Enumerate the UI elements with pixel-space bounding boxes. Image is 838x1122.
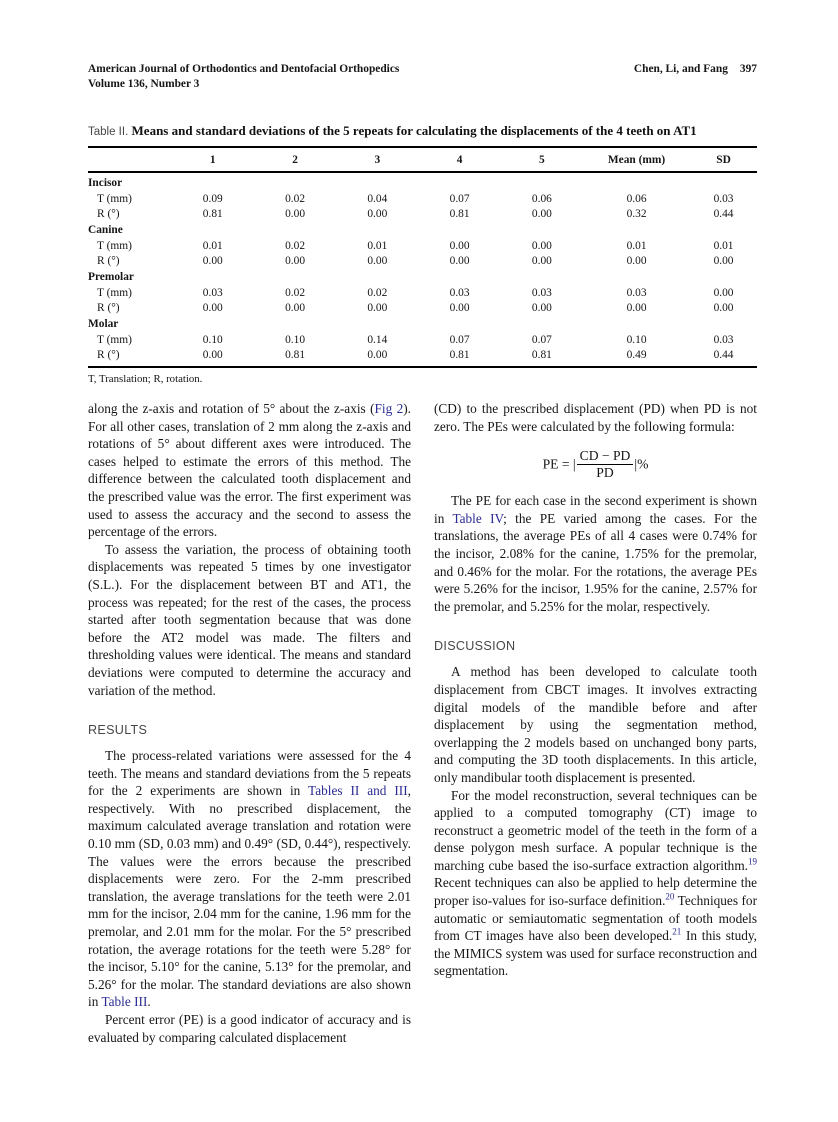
body-paragraph: [434, 400, 757, 435]
reference-citation-link[interactable]: 20: [665, 891, 675, 902]
cross-reference-link[interactable]: Table IV: [452, 510, 504, 526]
table-row-label: R (°): [97, 255, 120, 268]
formula-close-bar: |: [634, 456, 638, 472]
table-footnote: T, Translation; R, rotation.: [88, 373, 203, 386]
text-run: The PE for each case in the second experiment is shown in: [434, 493, 757, 526]
table-group-name: Premolar: [88, 271, 134, 284]
table-cell: 0.00: [531, 239, 552, 252]
table-row: [88, 238, 757, 253]
table-row: [88, 285, 757, 300]
table-cell: 0.01: [367, 239, 388, 252]
text-run: ). For all other cases, translation of 2 mm along the z-axis and rotations of 5° about different axes were introduced. The cases helped to estimate the errors of this method. The difference between the calculated tooth displacement and the prescribed value was the error. The first experiment was used to assess the accuracy and the second to assess the percentage of the errors.: [88, 401, 411, 540]
right-column: [434, 400, 757, 1046]
table-cell: 0.00: [531, 302, 552, 315]
table-group-row: [88, 172, 757, 191]
journal-title: American Journal of Orthodontics and Dentofacial Orthopedics: [88, 63, 400, 75]
table-cell: 0.00: [449, 239, 470, 252]
table-caption-text: Means and standard deviations of the 5 repeats for calculating the displacements of the 4 teeth on AT1: [131, 123, 697, 138]
body-paragraph: [88, 1011, 411, 1046]
table-cell: 0.00: [285, 302, 306, 315]
table-cell: 0.44: [713, 207, 734, 220]
table-row: [88, 348, 757, 368]
table-cell: 0.03: [449, 286, 470, 299]
table-cell: 0.00: [336, 348, 418, 368]
table-cell: 0.03: [713, 192, 734, 205]
table-row-label: T (mm): [97, 192, 132, 205]
table-cell: 0.01: [202, 239, 223, 252]
table-cell: 0.09: [202, 192, 223, 205]
text-run: In this study, the MIMICS system was used for surface reconstruction and segmentation.: [434, 928, 757, 979]
table-cell: 0.00: [367, 207, 388, 220]
journal-volume-issue: Volume 136, Number 3: [88, 78, 200, 90]
table-cell: 0.00: [531, 255, 552, 268]
table-cell: 0.02: [285, 286, 306, 299]
table-row-label: R (°): [88, 348, 172, 368]
section-heading: RESULTS: [88, 723, 148, 738]
table-group-name: Canine: [88, 224, 123, 237]
table-column-header: [88, 147, 172, 172]
table-row: [88, 332, 757, 347]
cross-reference-link[interactable]: Fig 2: [374, 401, 404, 416]
table-cell: 0.81: [501, 348, 583, 368]
table-row-label: T (mm): [97, 286, 132, 299]
table-body: [88, 172, 757, 367]
table-cell: 0.03: [531, 286, 552, 299]
table-cell: 0.03: [713, 333, 734, 346]
table-cell: 0.00: [285, 207, 306, 220]
table-column-header: 4: [418, 147, 500, 172]
table-row-label: R (°): [97, 302, 120, 315]
left-column: [88, 400, 411, 1046]
table-cell: 0.06: [531, 192, 552, 205]
table-cell: 0.03: [626, 286, 647, 299]
table-cell: 0.07: [531, 333, 552, 346]
table-cell: 0.02: [367, 286, 388, 299]
table-cell: 0.00: [713, 286, 734, 299]
table-cell: 0.10: [202, 333, 223, 346]
formula-denominator: PD: [577, 464, 634, 481]
table-column-header: 3: [336, 147, 418, 172]
table-group-row: [88, 222, 757, 238]
table-cell: 0.81: [254, 348, 336, 368]
reference-citation-link[interactable]: 19: [748, 856, 757, 867]
table-cell: 0.00: [367, 302, 388, 315]
table-cell: 0.00: [202, 302, 223, 315]
table-cell: 0.00: [172, 348, 254, 368]
cross-reference-link[interactable]: Tables II and III: [308, 783, 408, 799]
table-cell: 0.04: [367, 192, 388, 205]
table-row: [88, 206, 757, 221]
table-cell: 0.10: [285, 333, 306, 346]
table-row: [88, 253, 757, 268]
text-run: A method has been developed to calculate tooth displacement from CBCT images. It involves extracting digital models of the mandible before and after displacement by using the segmentation method, overlapping the 2 models based on unchanged bony parts, and computing the 3D tooth displacements. In this article, only mandibular tooth displacement is presented.: [434, 664, 757, 785]
text-run: , respectively. With no prescribed displacement, the maximum calculated average translation and rotation were 0.10 mm (SD, 0.03 mm) and 0.49° (SD, 0.44°), respectively. The values were the errors because the prescribed displacements were zero. For the 2-mm prescribed translation, the average translations for the teeth were 2.01 mm for the incisor, 2.04 mm for the canine, 1.96 mm for the premolar, and 2.01 mm for the molar. For the 5° prescribed rotation, the average rotations for the teeth were 5.28° for the incisor, 5.10° for the canine, 5.13° for the premolar, and 5.26° for the molar. The standard deviations are also shown in: [88, 783, 411, 1010]
table-cell: 0.01: [626, 239, 647, 252]
data-table: [88, 146, 757, 368]
table-cell: 0.32: [626, 207, 647, 220]
table-cell: 0.00: [367, 255, 388, 268]
table-row-label: T (mm): [97, 333, 132, 346]
text-run: .: [147, 994, 151, 1010]
text-run: Recent techniques can also be applied to help determine the proper iso-values for iso-surface definition.: [434, 875, 757, 909]
table-cell: 0.00: [531, 207, 552, 220]
text-run: To assess the variation, the process of obtaining tooth displacements was repeated 5 times by one investigator (S.L.). For the displacement between BT and AT1, the process was repeated; for the rest of the cases, the process started after tooth segmentation because that was done before the AT2 model was made. The filters and thresholding values were identical. The means and standard deviations were computed to determine the accuracy and variation of the method.: [88, 541, 411, 698]
text-run: For the model reconstruction, several techniques can be applied to a computed tomography (CT) image to reconstruct a geometric model of the teeth in the form of a dense polygon mesh surface. A popular technique is the marching cube based the iso-surface extraction algorithm.: [434, 787, 757, 873]
text-run: Percent error (PE) is a good indicator of accuracy and is evaluated by comparing calculated displacement: [88, 1012, 411, 1045]
table-cell: 0.07: [449, 192, 470, 205]
table-2-block: [88, 122, 757, 385]
table-group-row: [88, 316, 757, 332]
table-cell: 0.81: [202, 207, 223, 220]
table-cell: 0.00: [626, 302, 647, 315]
running-head-left: [88, 62, 399, 92]
section-heading: DISCUSSION: [434, 639, 516, 654]
text-run: ; the PE varied among the cases. For the translations, the average PEs of all 4 cases were 0.74% for the incisor, 2.08% for the canine, 1.75% for the premolar, and 0.46% for the molar. For the rotations, the average PEs were 5.26% for the incisor, 1.95% for the canine, 2.57% for the premolar, and 5.25% for the molar, respectively.: [434, 510, 757, 614]
table-cell: 0.00: [202, 255, 223, 268]
table-column-header: 1: [172, 147, 254, 172]
table-cell: 0.01: [713, 239, 734, 252]
table-cell: 0.02: [285, 192, 306, 205]
table-caption-label: Table II.: [88, 126, 129, 138]
table-cell: 0.49: [583, 348, 690, 368]
table-row-label: R (°): [97, 207, 120, 220]
body-paragraph: [434, 492, 757, 615]
table-cell: 0.81: [449, 207, 470, 220]
text-run: (CD) to the prescribed displacement (PD) when PD is not zero. The PEs were calculated by the following formula:: [434, 401, 757, 434]
table-row: [88, 191, 757, 206]
table-column-header: 2: [254, 147, 336, 172]
formula-fraction: [577, 448, 634, 481]
table-cell: 0.00: [713, 302, 734, 315]
table-cell: 0.02: [285, 239, 306, 252]
running-head-right: [634, 62, 757, 92]
body-paragraph: [88, 747, 411, 1011]
body-paragraph: [88, 400, 411, 541]
body-paragraph: [88, 541, 411, 699]
authors-names: Chen, Li, and Fang: [633, 63, 728, 75]
table-cell: 0.06: [626, 192, 647, 205]
table-cell: 0.00: [713, 255, 734, 268]
text-run: The process-related variations were assessed for the 4 teeth. The means and standard deviations from the 5 repeats for the 2 experiments are shown in: [88, 748, 411, 799]
table-caption: [88, 122, 757, 141]
table-header-row: [88, 147, 757, 172]
table-cell: 0.00: [449, 302, 470, 315]
table-cell: 0.81: [418, 348, 500, 368]
page-number: 397: [739, 63, 757, 75]
table-cell: 0.07: [449, 333, 470, 346]
article-body: [88, 400, 757, 1046]
cross-reference-link[interactable]: Table III: [101, 994, 148, 1010]
reference-citation-link[interactable]: 21: [672, 926, 682, 937]
body-paragraph: [434, 663, 757, 786]
percent-error-formula: [434, 448, 757, 481]
table-cell: 0.00: [626, 255, 647, 268]
formula-numerator: CD − PD: [579, 448, 631, 464]
table-cell: 0.10: [626, 333, 647, 346]
formula-percent-sign: %: [637, 456, 649, 472]
table-group-name: Incisor: [88, 177, 123, 190]
formula-open-bar: |: [572, 456, 576, 472]
table-group-name: Molar: [88, 318, 119, 331]
body-paragraph: [434, 787, 757, 981]
table-column-header: SD: [690, 147, 757, 172]
table-cell: 0.14: [367, 333, 388, 346]
table-cell: 0.00: [449, 255, 470, 268]
formula-lhs: PE =: [542, 456, 573, 472]
table-group-row: [88, 269, 757, 285]
running-head: [88, 62, 757, 92]
table-row: [88, 301, 757, 316]
text-run: along the z-axis and rotation of 5° about the z-axis (: [88, 401, 375, 416]
text-run: Techniques for automatic or semiautomatic segmentation of tooth models from CT images have also been developed.: [434, 893, 757, 944]
table-cell: 0.00: [285, 255, 306, 268]
table-column-header: Mean (mm): [583, 147, 690, 172]
table-cell: 0.03: [202, 286, 223, 299]
table-cell: 0.44: [690, 348, 757, 368]
table-row-label: T (mm): [97, 239, 132, 252]
table-column-header: 5: [501, 147, 583, 172]
